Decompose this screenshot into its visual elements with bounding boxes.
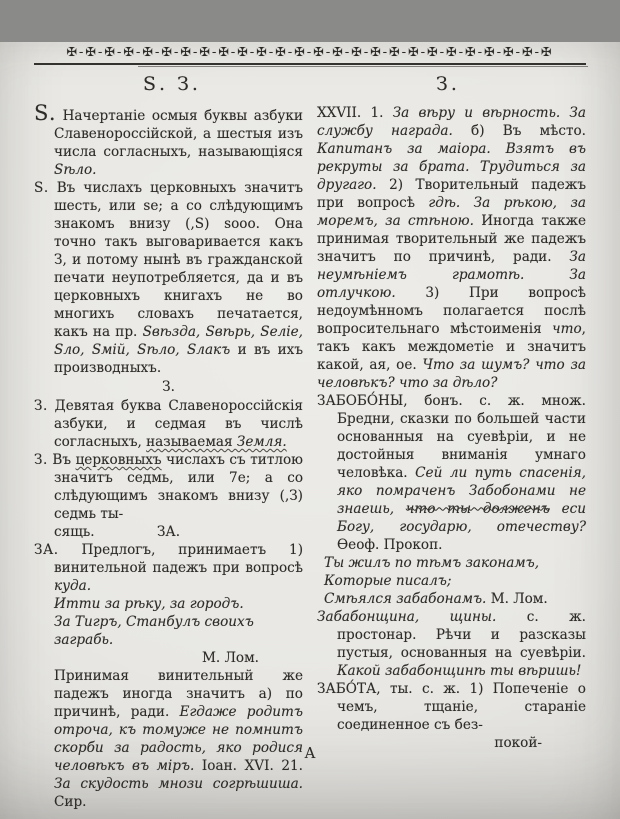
- text-segment: Что за шумъ? что за человѣкъ? что за дѣло?: [317, 357, 586, 391]
- text-segment: с. ж. простонар. Рѣчи и разсказы пустыя, основанныя на суевѣріи.: [337, 609, 587, 661]
- text-segment: называемая: [146, 434, 237, 450]
- text-segment: Итти за рѣку, за городъ.: [54, 596, 244, 612]
- header-rule: [34, 63, 586, 65]
- text-segment: Ты жилъ по тѣмъ законамъ,: [324, 555, 540, 571]
- entry-s-numeral: [34, 179, 303, 377]
- text-segment: Какой забабонщинѣ ты вѣришь!: [337, 663, 582, 679]
- example-line: [34, 613, 303, 649]
- text-segment: ЗАБО́ТА, ты. с. ж. 1) Попеченіе о чемъ, тщаніе, стараніе соединенное съ без-: [317, 681, 586, 733]
- text-segment: Сей ли путь спасенія, яко помраченъ Забобонами не знаешь,: [337, 465, 586, 517]
- section-header-z: [34, 378, 303, 396]
- text-segment: За неумѣніемъ грамотѣ. За отлучкою.: [317, 249, 586, 301]
- text-segment: Иногда также принимая творительный же падежъ значитъ по причинѣ, ради.: [317, 213, 586, 265]
- text-columns: [34, 101, 587, 811]
- text-segment: За Тигръ, Станбулъ своихъ заграбь.: [54, 614, 254, 648]
- text-segment: Предлогъ, принимаетъ 1) винительной падежъ при вопросѣ: [54, 542, 304, 576]
- left-column: [34, 101, 304, 811]
- running-head: [34, 73, 586, 95]
- entry-marker: Ѕ.: [34, 101, 57, 125]
- text-segment: куда.: [54, 578, 92, 594]
- text-segment: еси Богу, государю, отечеству?: [337, 501, 587, 535]
- text-segment: За вѣру и вѣрность. За службу награда.: [317, 105, 586, 139]
- text-segment: Земля.: [236, 434, 287, 450]
- text-segment: Девятая буква Славенороссійскія азбуки, и седмая въ числѣ согласныхъ,: [54, 398, 303, 450]
- entry-za-preposition: [34, 541, 303, 595]
- text-segment: церковныхъ: [75, 452, 162, 468]
- verse-line: [317, 572, 586, 590]
- verse-line: [317, 554, 586, 572]
- entry-marker: З.: [34, 398, 48, 414]
- text-segment: 2) Творительный падежъ при вопросѣ: [317, 177, 586, 211]
- text-segment: ЗАБОБО́НЫ, бонъ. с. ж. множ. Бредни, сказки по большей части основанныя на суевѣріи, и не достойныя вниманія умнаго человѣка.: [317, 393, 586, 481]
- verse-line: [317, 590, 586, 608]
- inline-section-header: ЗА.: [156, 524, 181, 540]
- right-column: [317, 104, 586, 811]
- text-segment: Начертаніе осмыя буквы азбуки Славенороссійской, а шестыя изъ числа согласныхъ, называющіяся: [54, 108, 303, 160]
- entry-zabota: [317, 680, 586, 734]
- text-segment: Принимая винительный же падежъ иногда значитъ а) по причинѣ, ради.: [54, 668, 303, 720]
- right-column-header: З.: [436, 73, 460, 95]
- continuation-paragraph: [34, 667, 303, 811]
- text-segment: Капитанъ за маіора. Взятъ въ рекруты за брата. Трудиться за другаго.: [317, 141, 586, 193]
- entry-z-numeral: [34, 451, 303, 523]
- text-segment: и въ ихъ производныхъ.: [54, 342, 303, 376]
- entry-zababonshchina: [317, 608, 586, 680]
- text-segment: М. Лом.: [202, 650, 259, 666]
- text-segment: б) Въ мѣсто.: [452, 123, 587, 139]
- attribution: [34, 649, 303, 667]
- continuation-paragraph: [317, 104, 586, 392]
- entry-s-letterform: [34, 101, 303, 179]
- left-column-header: Ѕ. З.: [143, 73, 201, 95]
- paragraph-end: сящь.: [54, 524, 95, 540]
- entry-z-letter: [34, 397, 303, 451]
- header-rule-secondary: [138, 66, 588, 67]
- text-segment: гдѣ. За рѣкою, за моремъ, за стѣною.: [317, 195, 586, 229]
- text-segment: Іоан. XVI. 21.: [194, 758, 303, 774]
- text-segment: М. Лом.: [486, 591, 548, 607]
- text-segment: Егдаже родитъ отроча, къ томуже не помнитъ скорби за радость, яко родися человѣкъ въ міръ.: [54, 704, 303, 774]
- text-segment: что: [552, 321, 582, 337]
- signature-mark: А: [304, 746, 316, 762]
- text-segment: числахъ съ титлою значитъ седмь, или 7е; а со слѣдующимъ знакомъ внизу (‚З) седмь ты-: [54, 452, 303, 522]
- entry-zabobony: [317, 392, 586, 554]
- example-line: [34, 595, 303, 613]
- text-segment: Которые писалъ;: [324, 573, 452, 589]
- text-segment: , такъ какъ междометіе и значитъ какой, ая, ое.: [317, 321, 586, 373]
- text-segment: Ѳеоф. Прокоп.: [337, 537, 443, 553]
- text-segment: Ѕвѣзда, Ѕвѣрь, Ѕеліе, Ѕло, Ѕмій, Ѕѣло, Ѕлакъ: [54, 324, 304, 358]
- entry-marker: З.: [34, 452, 48, 468]
- text-segment: Въ числахъ церковныхъ значитъ шесть, или ѕе; а со слѣдующимъ знакомъ внизу (‚Ѕ) ѕооо. Она точно такъ выговаривается какъ З, и потому нынѣ въ гражданской печати неупотребляется, да и въ церковныхъ книгахъ не во многихъ словахъ печатается, какъ на пр.: [54, 180, 303, 340]
- entry-marker: Ѕ.: [34, 180, 49, 196]
- entry-marker: ЗА.: [34, 542, 59, 558]
- text-segment: Смѣялся забабонамъ.: [324, 591, 487, 607]
- text-segment: покой-: [494, 735, 542, 751]
- text-segment: Ѕѣло.: [54, 162, 97, 178]
- text-segment: Сир.: [54, 794, 87, 810]
- ornament-border: ✠-✠-✠-✠-✠-✠-✠-✠-✠-✠-✠-✠-✠-✠-✠-✠-✠-✠-✠-✠-✠-✠-✠-✠-✠-✠: [66, 44, 554, 59]
- text-segment: Забабонщина, щины.: [317, 609, 497, 625]
- text-segment: 3) При вопросѣ недоумѣнномъ полагается послѣ вопросительнаго мѣстоименія: [317, 285, 586, 337]
- text-segment: XXVII. 1.: [317, 105, 393, 121]
- text-segment: Въ: [52, 452, 76, 468]
- text-segment: З.: [162, 379, 175, 395]
- inline-header-za: [34, 523, 303, 541]
- book-page: [0, 42, 620, 819]
- text-segment: За скудость мнози согрѣшиша.: [54, 776, 303, 792]
- text-segment: что ты долженъ: [405, 501, 550, 517]
